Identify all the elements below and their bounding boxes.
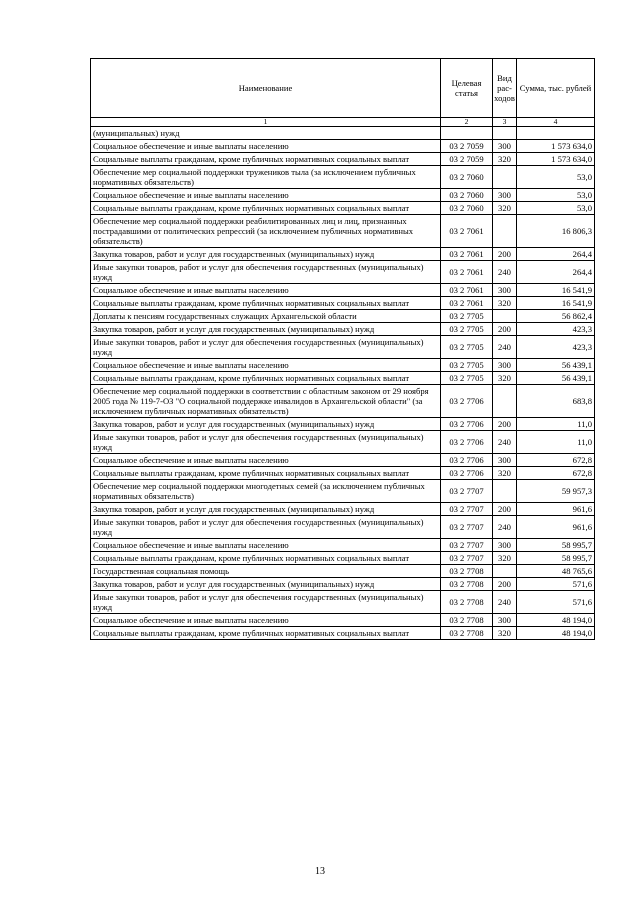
row-name: Закупка товаров, работ и услуг для государственных (муниципальных) нужд [91, 323, 441, 336]
row-sum: 672,8 [517, 467, 595, 480]
row-sum: 961,6 [517, 516, 595, 539]
row-expense-type: 300 [493, 359, 517, 372]
row-name: Социальные выплаты гражданам, кроме публичных нормативных социальных выплат [91, 202, 441, 215]
row-name: Иные закупки товаров, работ и услуг для обеспечения государственных (муниципальных) нужд [91, 516, 441, 539]
row-target-article: 03 2 7706 [441, 467, 493, 480]
row-expense-type: 320 [493, 202, 517, 215]
header-target-article: Целевая статья [441, 59, 493, 118]
row-name: Иные закупки товаров, работ и услуг для обеспечения государственных (муниципальных) нужд [91, 431, 441, 454]
row-sum: 11,0 [517, 418, 595, 431]
row-target-article: 03 2 7060 [441, 166, 493, 189]
row-sum: 48 194,0 [517, 614, 595, 627]
row-name: Иные закупки товаров, работ и услуг для обеспечения государственных (муниципальных) нужд [91, 591, 441, 614]
table-row [91, 565, 595, 578]
row-sum: 264,4 [517, 261, 595, 284]
table-row [91, 140, 595, 153]
row-expense-type: 240 [493, 516, 517, 539]
row-name: Социальные выплаты гражданам, кроме публичных нормативных социальных выплат [91, 372, 441, 385]
row-sum: 423,3 [517, 323, 595, 336]
table-row [91, 539, 595, 552]
row-name: Закупка товаров, работ и услуг для государственных (муниципальных) нужд [91, 248, 441, 261]
header-expense-type: Вид рас-ходов [493, 59, 517, 118]
row-target-article: 03 2 7708 [441, 614, 493, 627]
table-row [91, 516, 595, 539]
row-sum: 961,6 [517, 503, 595, 516]
row-name: (муниципальных) нужд [91, 127, 441, 140]
row-expense-type: 320 [493, 372, 517, 385]
row-target-article: 03 2 7707 [441, 516, 493, 539]
table-body [91, 127, 595, 640]
row-expense-type: 320 [493, 627, 517, 640]
table-row [91, 310, 595, 323]
table-row [91, 372, 595, 385]
row-target-article: 03 2 7707 [441, 539, 493, 552]
row-sum: 571,6 [517, 591, 595, 614]
row-expense-type [493, 310, 517, 323]
row-expense-type: 200 [493, 418, 517, 431]
row-target-article: 03 2 7706 [441, 418, 493, 431]
row-sum: 58 995,7 [517, 552, 595, 565]
row-name: Доплаты к пенсиям государственных служащих Архангельской области [91, 310, 441, 323]
row-sum: 571,6 [517, 578, 595, 591]
row-sum [517, 127, 595, 140]
row-target-article: 03 2 7061 [441, 248, 493, 261]
row-target-article: 03 2 7061 [441, 297, 493, 310]
row-sum: 53,0 [517, 189, 595, 202]
row-target-article: 03 2 7708 [441, 578, 493, 591]
table-row [91, 359, 595, 372]
row-name: Социальные выплаты гражданам, кроме публичных нормативных социальных выплат [91, 153, 441, 166]
row-sum: 53,0 [517, 166, 595, 189]
row-sum: 1 573 634,0 [517, 140, 595, 153]
row-sum: 423,3 [517, 336, 595, 359]
table-row [91, 503, 595, 516]
row-target-article: 03 2 7708 [441, 591, 493, 614]
row-expense-type: 200 [493, 248, 517, 261]
row-expense-type: 200 [493, 323, 517, 336]
row-sum: 16 541,9 [517, 297, 595, 310]
row-name: Социальное обеспечение и иные выплаты населению [91, 140, 441, 153]
table-row [91, 418, 595, 431]
row-target-article: 03 2 7708 [441, 627, 493, 640]
row-name: Социальное обеспечение и иные выплаты населению [91, 539, 441, 552]
row-expense-type: 300 [493, 614, 517, 627]
row-expense-type [493, 385, 517, 418]
row-name: Закупка товаров, работ и услуг для государственных (муниципальных) нужд [91, 418, 441, 431]
row-name: Иные закупки товаров, работ и услуг для обеспечения государственных (муниципальных) нужд [91, 261, 441, 284]
row-target-article: 03 2 7708 [441, 565, 493, 578]
row-expense-type: 300 [493, 284, 517, 297]
row-name: Социальные выплаты гражданам, кроме публичных нормативных социальных выплат [91, 552, 441, 565]
row-name: Социальные выплаты гражданам, кроме публичных нормативных социальных выплат [91, 627, 441, 640]
row-name: Социальные выплаты гражданам, кроме публичных нормативных социальных выплат [91, 467, 441, 480]
row-expense-type: 300 [493, 189, 517, 202]
row-target-article: 03 2 7060 [441, 189, 493, 202]
column-number: 1 [91, 118, 441, 127]
row-sum: 48 765,6 [517, 565, 595, 578]
row-name: Обеспечение мер социальной поддержки тружеников тыла (за исключением публичных нормативных обязательств) [91, 166, 441, 189]
row-expense-type [493, 127, 517, 140]
row-target-article: 03 2 7707 [441, 480, 493, 503]
table-row [91, 215, 595, 248]
row-target-article: 03 2 7705 [441, 359, 493, 372]
row-name: Социальное обеспечение и иные выплаты населению [91, 454, 441, 467]
table-row [91, 454, 595, 467]
row-name: Социальное обеспечение и иные выплаты населению [91, 284, 441, 297]
row-sum: 16 806,3 [517, 215, 595, 248]
row-target-article: 03 2 7705 [441, 372, 493, 385]
table-row [91, 189, 595, 202]
table-row [91, 591, 595, 614]
row-target-article: 03 2 7705 [441, 323, 493, 336]
row-name: Иные закупки товаров, работ и услуг для обеспечения государственных (муниципальных) нужд [91, 336, 441, 359]
row-target-article [441, 127, 493, 140]
table-row [91, 127, 595, 140]
row-name: Обеспечение мер социальной поддержки многодетных семей (за исключением публичных нормативных обязательств) [91, 480, 441, 503]
table-row [91, 627, 595, 640]
table-row [91, 261, 595, 284]
header-name: Наименование [91, 59, 441, 118]
row-expense-type: 300 [493, 539, 517, 552]
table-row [91, 202, 595, 215]
row-target-article: 03 2 7060 [441, 202, 493, 215]
row-expense-type: 300 [493, 454, 517, 467]
table-row [91, 323, 595, 336]
column-number: 2 [441, 118, 493, 127]
row-sum: 264,4 [517, 248, 595, 261]
table-row [91, 552, 595, 565]
page-number: 13 [315, 866, 325, 877]
row-name: Закупка товаров, работ и услуг для государственных (муниципальных) нужд [91, 578, 441, 591]
table-row [91, 153, 595, 166]
table-row [91, 248, 595, 261]
row-sum: 58 995,7 [517, 539, 595, 552]
table-row [91, 297, 595, 310]
row-target-article: 03 2 7706 [441, 385, 493, 418]
row-sum: 53,0 [517, 202, 595, 215]
row-expense-type: 320 [493, 552, 517, 565]
row-sum: 11,0 [517, 431, 595, 454]
column-number: 4 [517, 118, 595, 127]
table-row [91, 284, 595, 297]
row-target-article: 03 2 7705 [441, 336, 493, 359]
row-target-article: 03 2 7707 [441, 503, 493, 516]
row-sum: 1 573 634,0 [517, 153, 595, 166]
row-expense-type: 320 [493, 467, 517, 480]
row-expense-type: 240 [493, 431, 517, 454]
row-sum: 59 957,3 [517, 480, 595, 503]
row-sum: 48 194,0 [517, 627, 595, 640]
table-row [91, 480, 595, 503]
table-header-row [91, 59, 595, 118]
table-row [91, 431, 595, 454]
row-name: Обеспечение мер социальной поддержки в соответствии с областным законом от 29 ноября 2005 года № 119-7-ОЗ "О социальной поддержке инвалидов в Архангельской области" (за исключением публичных нормативных обязательств) [91, 385, 441, 418]
row-expense-type [493, 480, 517, 503]
row-name: Закупка товаров, работ и услуг для государственных (муниципальных) нужд [91, 503, 441, 516]
column-number-row [91, 118, 595, 127]
row-target-article: 03 2 7061 [441, 284, 493, 297]
row-sum: 672,8 [517, 454, 595, 467]
table-row [91, 336, 595, 359]
row-name: Социальное обеспечение и иные выплаты населению [91, 189, 441, 202]
row-expense-type: 240 [493, 591, 517, 614]
row-expense-type [493, 215, 517, 248]
table-row [91, 578, 595, 591]
row-expense-type [493, 166, 517, 189]
row-sum: 683,8 [517, 385, 595, 418]
row-expense-type [493, 565, 517, 578]
row-sum: 56 862,4 [517, 310, 595, 323]
row-target-article: 03 2 7705 [441, 310, 493, 323]
row-target-article: 03 2 7061 [441, 215, 493, 248]
table-row [91, 614, 595, 627]
table-row [91, 467, 595, 480]
row-target-article: 03 2 7706 [441, 431, 493, 454]
row-target-article: 03 2 7059 [441, 140, 493, 153]
row-name: Государственная социальная помощь [91, 565, 441, 578]
row-sum: 56 439,1 [517, 359, 595, 372]
row-sum: 16 541,9 [517, 284, 595, 297]
row-expense-type: 300 [493, 140, 517, 153]
row-target-article: 03 2 7707 [441, 552, 493, 565]
column-number: 3 [493, 118, 517, 127]
row-target-article: 03 2 7706 [441, 454, 493, 467]
row-name: Обеспечение мер социальной поддержки реабилитированных лиц и лиц, признанных пострадавшими от политических репрессий (за исключением публичных нормативных обязательств) [91, 215, 441, 248]
row-expense-type: 320 [493, 297, 517, 310]
row-expense-type: 200 [493, 578, 517, 591]
row-target-article: 03 2 7061 [441, 261, 493, 284]
row-sum: 56 439,1 [517, 372, 595, 385]
row-target-article: 03 2 7059 [441, 153, 493, 166]
row-expense-type: 200 [493, 503, 517, 516]
row-expense-type: 240 [493, 261, 517, 284]
row-name: Социальное обеспечение и иные выплаты населению [91, 614, 441, 627]
row-name: Социальное обеспечение и иные выплаты населению [91, 359, 441, 372]
row-expense-type: 320 [493, 153, 517, 166]
row-name: Социальные выплаты гражданам, кроме публичных нормативных социальных выплат [91, 297, 441, 310]
budget-table [90, 58, 595, 640]
table-row [91, 385, 595, 418]
header-sum: Сумма, тыс. рублей [517, 59, 595, 118]
table-row [91, 166, 595, 189]
row-expense-type: 240 [493, 336, 517, 359]
